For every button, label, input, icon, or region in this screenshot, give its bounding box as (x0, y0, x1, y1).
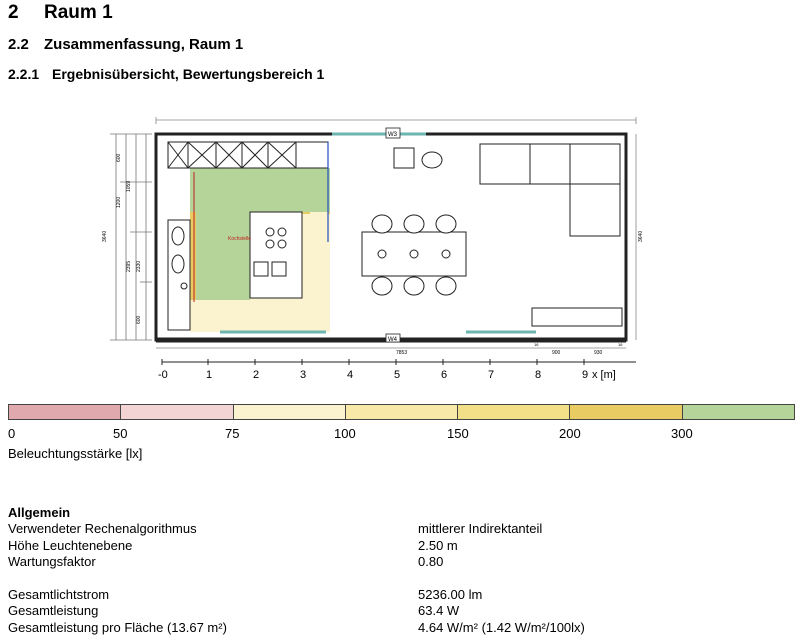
axis-tick-2: 2 (253, 369, 260, 381)
scale-band-2 (234, 405, 346, 419)
scale-band-0 (9, 405, 121, 419)
dim-bottom: 7853 (396, 350, 408, 356)
axis-tick-7: 7 (488, 369, 495, 381)
x-axis (158, 359, 636, 381)
section-heading-3 (8, 66, 324, 82)
sofa (480, 144, 620, 236)
general-label-4: Gesamtleistung (8, 603, 99, 618)
general-value-4: 63.4 W (418, 603, 460, 618)
general-label-1: Höhe Leuchtenebene (8, 538, 133, 553)
scale-tick-2: 75 (225, 426, 240, 441)
dim-left-d: 2330 (136, 260, 142, 272)
heading-1-text: Raum 1 (44, 2, 113, 23)
dim-left-b: 1200 (116, 196, 122, 208)
left-counter (168, 220, 190, 330)
heading-1-number: 2 (8, 2, 19, 23)
general-title: Allgemein (8, 505, 71, 520)
dining-set (362, 215, 466, 295)
dim-small-16a: 16 (534, 342, 539, 347)
scale-tick-3: 100 (334, 426, 356, 441)
scale-band-5 (570, 405, 682, 419)
left-dimension-lines (110, 134, 152, 340)
axis-tick-0: -0 (158, 369, 168, 381)
general-value-0: mittlerer Indirektanteil (418, 521, 543, 536)
scale-title: Beleuchtungsstärke [lx] (8, 446, 143, 461)
section-heading-2 (8, 36, 243, 53)
heading-2-number: 2.2 (8, 36, 29, 53)
scale-tick-0: 0 (8, 426, 16, 441)
floor-plan-drawing (96, 112, 656, 382)
axis-tick-3: 3 (300, 369, 307, 381)
appliance-square (394, 148, 414, 168)
general-label-0: Verwendeter Rechenalgorithmus (8, 521, 197, 536)
scale-tick-5: 200 (559, 426, 581, 441)
section-heading-1 (8, 2, 113, 24)
window-bottom-label: W4 (388, 337, 397, 343)
scale-band-6 (683, 405, 794, 419)
scale-band-3 (346, 405, 458, 419)
appliance-round (422, 152, 442, 168)
dim-small-16b: 16 (618, 342, 623, 347)
scale-band-4 (458, 405, 570, 419)
dim-left-f: 1059 (126, 180, 132, 192)
axis-tick-4: 4 (347, 369, 354, 381)
axis-tick-6: 6 (441, 369, 448, 381)
sideboard (532, 308, 622, 326)
axis-tick-9: 9 (582, 369, 589, 381)
heading-2-text: Zusammenfassung, Raum 1 (44, 36, 244, 53)
dim-left-c: 2395 (126, 260, 132, 272)
general-value-5: 4.64 W/m² (1.42 W/m²/100lx) (418, 620, 585, 635)
dim-right-b: 930 (594, 350, 603, 356)
scale-tick-6: 300 (671, 426, 693, 441)
door-top-label: W3 (388, 132, 397, 138)
dim-left-e: 600 (136, 315, 142, 324)
heading-3-number: 2.2.1 (8, 66, 40, 82)
axis-tick-5: 5 (394, 369, 401, 381)
top-dimension-lines (156, 117, 636, 124)
general-value-2: 0.80 (418, 554, 444, 569)
scale-tick-4: 150 (447, 426, 469, 441)
scale-band-1 (121, 405, 233, 419)
kitchen-label: Kochstelle (228, 236, 252, 242)
general-label-5: Gesamtleistung pro Fläche (13.67 m²) (8, 620, 227, 635)
dim-right-a: 900 (552, 350, 561, 356)
upper-cabinets (168, 142, 328, 168)
axis-tick-1: 1 (206, 369, 213, 381)
heading-3-text: Ergebnisübersicht, Bewertungsbereich 1 (52, 66, 325, 82)
general-label-2: Wartungsfaktor (8, 554, 96, 569)
dim-right-total: 3640 (638, 230, 644, 242)
dim-left-total: 3640 (102, 230, 108, 242)
kitchen-island (250, 212, 302, 298)
axis-unit: x [m] (592, 369, 616, 381)
general-label-3: Gesamtlichtstrom (8, 587, 110, 602)
axis-tick-8: 8 (535, 369, 542, 381)
dim-left-a: 600 (116, 153, 122, 162)
scale-tick-1: 50 (113, 426, 128, 441)
illuminance-color-scale (8, 404, 795, 420)
general-value-1: 2.50 m (418, 538, 458, 553)
general-value-3: 5236.00 lm (418, 587, 483, 602)
